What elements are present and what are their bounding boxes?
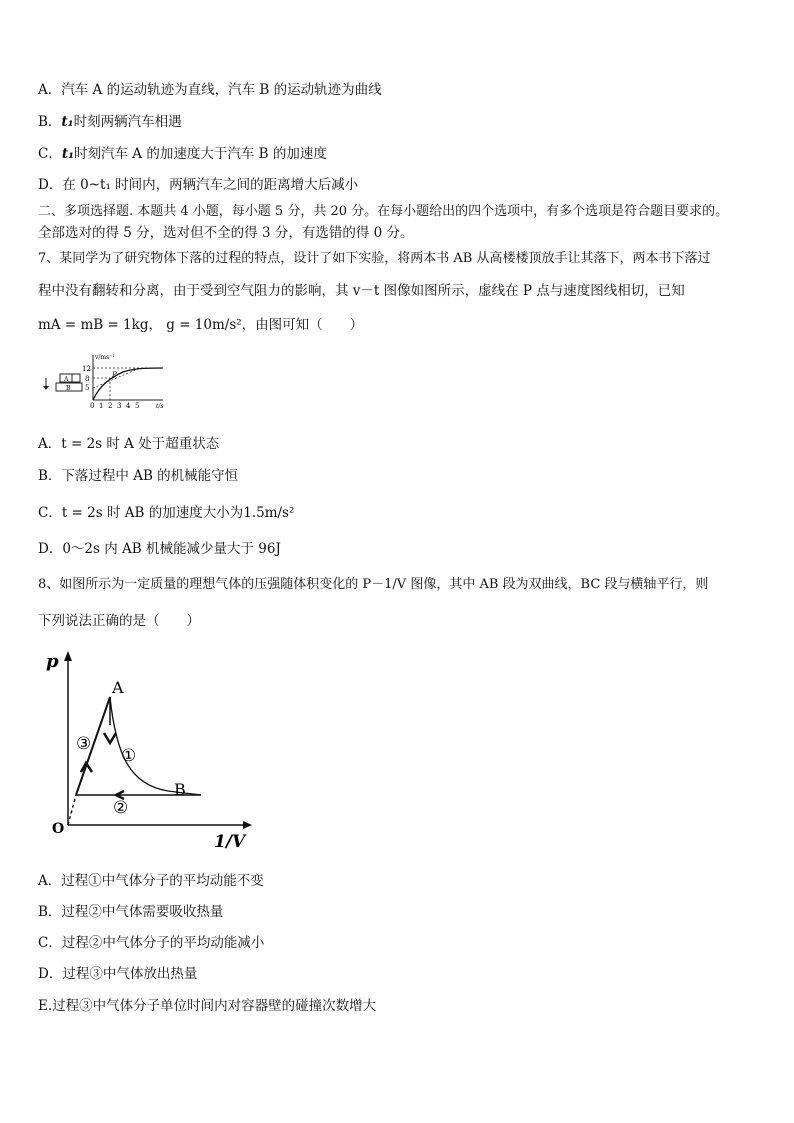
q7-option-d xyxy=(38,539,281,559)
point-a-label: A xyxy=(112,678,124,697)
option-label: C． xyxy=(38,505,62,521)
q7-stem-line3: mA = mB = 1kg， g = 10m/s²，由图可知（ ） xyxy=(38,317,364,333)
option-text: 过程①中气体分子的平均动能不变 xyxy=(61,873,264,889)
option-label: D． xyxy=(38,966,63,982)
prev-option-b xyxy=(38,112,182,132)
y-tick-12: 12 xyxy=(82,365,91,373)
option-text: 0～2s 内 AB 机械能减少量大于 96J xyxy=(62,541,281,557)
option-text: 时刻汽车 A 的加速度大于汽车 B 的加速度 xyxy=(74,146,327,162)
y-tick-8: 8 xyxy=(85,375,90,383)
option-text: 过程③中气体分子单位时间内对容器壁的碰撞次数增大 xyxy=(52,998,377,1014)
option-text: t = 2s 时 A 处于超重状态 xyxy=(61,436,220,452)
q7-stem-line1: 7、某同学为了研究物体下落的过程的特点，设计了如下实验，将两本书 AB 从高楼楼顶放手让其落下，两本书下落过 xyxy=(38,251,711,266)
process-2-label: ② xyxy=(113,798,129,818)
option-label: A． xyxy=(38,82,62,98)
option-text: 过程②中气体分子的平均动能减小 xyxy=(61,935,265,951)
process-3-label: ③ xyxy=(76,734,92,754)
x-tick-3: 3 xyxy=(117,402,122,410)
option-text: 下落过程中 AB 的机械能守恒 xyxy=(61,468,239,484)
book-a-side xyxy=(72,374,80,382)
point-b-label: B xyxy=(174,780,186,799)
v-axis-label: v/ms⁻¹ xyxy=(95,354,115,361)
q8-p-invv-graph xyxy=(38,645,258,855)
origin-label: O xyxy=(52,821,65,837)
point-p-label: P xyxy=(112,371,117,379)
prev-option-a xyxy=(38,80,382,100)
option-text: 过程③中气体放出热量 xyxy=(62,966,198,982)
option-text: 汽车 A 的运动轨迹为直线，汽车 B 的运动轨迹为曲线 xyxy=(61,82,382,98)
option-text: 时刻两辆汽车相遇 xyxy=(73,114,182,130)
option-label: E. xyxy=(38,998,53,1014)
option-text: t = 2s 时 AB 的加速度大小为1.5m/s² xyxy=(61,505,295,521)
x-axis-arrow-icon xyxy=(243,821,252,829)
y-axis-arrow-icon xyxy=(64,651,72,661)
t1-symbol: t₁ xyxy=(61,146,74,162)
option-label: C． xyxy=(38,935,62,951)
option-label: A． xyxy=(38,873,62,889)
q7-option-c xyxy=(38,503,294,523)
q8-stem-line2: 下列说法正确的是（ ） xyxy=(38,613,200,629)
option-label: C． xyxy=(38,146,62,162)
option-label: A． xyxy=(38,436,62,452)
option-label: B． xyxy=(38,468,62,484)
p-axis-label: p xyxy=(46,651,59,672)
x-tick-4: 4 xyxy=(126,402,131,410)
q8-option-a xyxy=(38,871,264,891)
velocity-curve xyxy=(93,368,163,400)
x-tick-2: 2 xyxy=(108,402,113,410)
t1-symbol: t₁ xyxy=(61,114,74,130)
book-a-label: A xyxy=(64,376,69,383)
x-tick-1: 1 xyxy=(99,402,104,410)
process-1-label: ① xyxy=(121,746,137,766)
option-text: 过程②中气体需要吸收热量 xyxy=(61,904,224,920)
option-label: D． xyxy=(38,541,63,557)
x-tick-5: 5 xyxy=(135,402,140,410)
q8-option-b xyxy=(38,902,223,922)
prev-option-d xyxy=(38,175,358,195)
origin-dashed-line xyxy=(68,795,76,825)
invv-axis-label: 1/V xyxy=(214,832,246,852)
option-text: 在 0~t₁ 时间内，两辆汽车之间的距离增大后减小 xyxy=(62,177,359,193)
q8-option-e xyxy=(38,996,376,1016)
section2-line1: 二、多项选择题. 本题共 4 小题，每小题 5 分，共 20 分。在每小题给出的四个选项中，有多个选项是符合题目要求的。 xyxy=(38,204,729,219)
option-label: B． xyxy=(38,114,62,130)
prev-option-c xyxy=(38,144,327,164)
q8-option-c xyxy=(38,933,264,953)
q7-stem-line2: 程中没有翻转和分离，由于受到空气阻力的影响，其 v－t 图像如图所示，虚线在 P 点与速度图线相切，已知 xyxy=(38,283,685,299)
q8-option-d xyxy=(38,964,197,984)
x-tick-0: 0 xyxy=(90,402,95,410)
q7-option-b xyxy=(38,466,238,486)
t-axis-label: t/s xyxy=(156,403,164,410)
q7-option-a xyxy=(38,434,219,454)
arrow-head-icon xyxy=(43,386,49,390)
book-b-label: B xyxy=(66,385,71,392)
q7-vt-graph xyxy=(38,350,178,412)
section2-line2: 全部选对的得 5 分，选对但不全的得 3 分，有选错的得 0 分。 xyxy=(38,225,414,241)
y-tick-5: 5 xyxy=(85,384,90,392)
q8-stem-line1: 8、如图所示为一定质量的理想气体的压强随体积变化的 P－1/V 图像，其中 AB 段为双曲线，BC 段与横轴平行，则 xyxy=(38,577,709,592)
option-label: B． xyxy=(38,904,62,920)
option-label: D． xyxy=(38,177,63,193)
process-1-arrow-icon xyxy=(104,733,116,743)
